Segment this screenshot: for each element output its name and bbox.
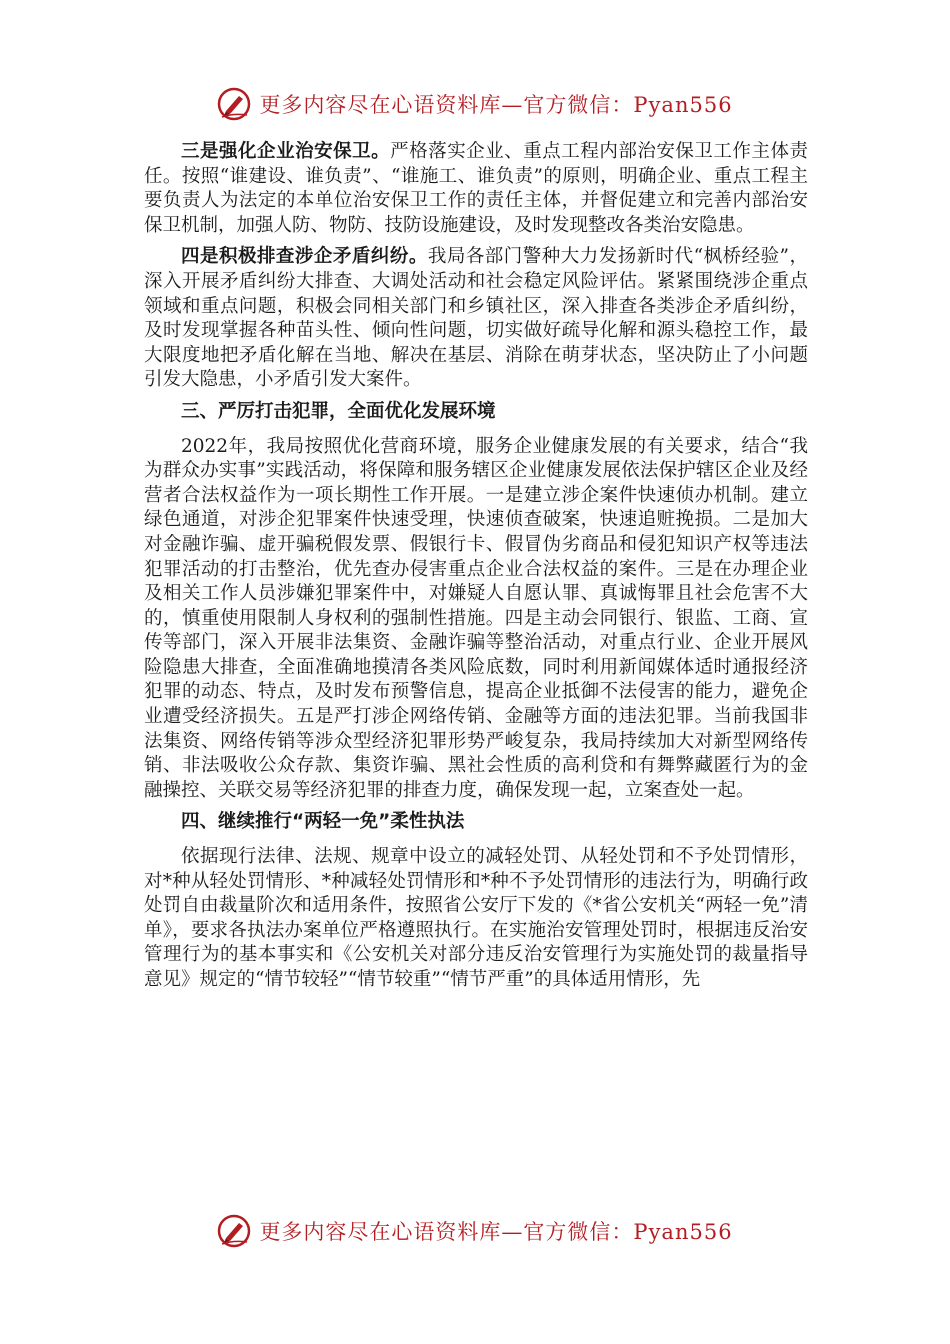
- paragraph-text: 严格落实企业、重点工程内部治安保卫工作主体责任。按照“谁建设、谁负责”、“谁施工、谁负责”的原则，明确企业、重点工程主要负责人为法定的本单位治安保卫工作的责任主体，并督促建立和完善内部治安保卫机制，加强人防、物防、技防设施建设，及时发现整改各类治安隐患。: [144, 141, 808, 236]
- pen-logo-icon: [217, 87, 251, 121]
- paragraph-crime-crackdown: 2022年，我局按照优化营商环境，服务企业健康发展的有关要求，结合“我为群众办实事”实践活动，将保障和服务辖区企业健康发展依法保护辖区企业及经营者合法权益作为一项长期性工作开展。一是建立涉企案件快速侦办机制。建立绿色通道，对涉企犯罪案件快速受理，快速侦查破案，快速追赃挽损。二是加大对金融诈骗、虚开骗税假发票、假银行卡、假冒伪劣商品和侵犯知识产权等违法犯罪活动的打击整治，优先查办侵害重点企业合法权益的案件。三是在办理企业及相关工作人员涉嫌犯罪案件中，对嫌疑人自愿认罪、真诚悔罪且社会危害不大的，慎重使用限制人身权利的强制性措施。四是主动会同银行、银监、工商、宣传等部门，深入开展非法集资、金融诈骗等整治活动，对重点行业、企业开展风险隐患大排查，全面准确地摸清各类风险底数，同时利用新闻媒体适时通报经济犯罪的动态、特点，及时发布预警信息，提高企业抵御不法侵害的能力，避免企业遭受经济损失。五是严打涉企网络传销、金融等方面的违法犯罪。当前我国非法集资、网络传销等涉众型经济犯罪形势严峻复杂，我局持续加大对新型网络传销、非法吸收公众存款、集资诈骗、黑社会性质的高利贷和有舞弊藏匿行为的金融操控、关联交易等经济犯罪的排查力度，确保发现一起，立案查处一起。: [144, 435, 808, 801]
- paragraph-lead: 三是强化企业治安保卫。: [181, 141, 391, 162]
- section-heading-flexible-enforcement: 四、继续推行“两轻一免”柔性执法: [181, 811, 465, 833]
- paragraph-enterprise-security: [144, 140, 808, 238]
- watermark-text: 更多内容尽在心语资料库—官方微信：Pyan556: [259, 93, 733, 117]
- document-body: [144, 140, 808, 1000]
- paragraph-flexible-enforcement: 依据现行法律、法规、规章中设立的减轻处罚、从轻处罚和不予处罚情形，对*种从轻处罚情形、*种减轻处罚情形和*种不予处罚情形的违法行为，明确行政处罚自由裁量阶次和适用条件，按照省公安厅下发的《*省公安机关“两轻一免”清单》，要求各执法办案单位严格遵照执行。在实施治安管理处罚时，根据违反治安管理行为的基本事实和《公安机关对部分违反治安管理行为实施处罚的裁量指导意见》规定的“情节较轻”“情节较重”“情节严重”的具体适用情形，先: [144, 846, 808, 990]
- header-watermark-banner: [0, 84, 950, 124]
- pen-logo-icon: [217, 1214, 251, 1248]
- paragraph-text: 我局各部门警种大力发扬新时代“枫桥经验”，深入开展矛盾纠纷大排查、大调处活动和社会稳定风险评估。紧紧围绕涉企重点领域和重点问题，积极会同相关部门和乡镇社区，深入排查各类涉企矛盾纠纷，及时发现掌握各种苗头性、倾向性问题，切实做好疏导化解和源头稳控工作，最大限度地把矛盾化解在当地、解决在基层、消除在萌芽状态，坚决防止了小问题引发大隐患，小矛盾引发大案件。: [144, 246, 808, 391]
- paragraph-lead: 四是积极排查涉企矛盾纠纷。: [181, 246, 428, 268]
- paragraph-dispute-screening: [144, 245, 808, 393]
- footer-watermark-banner: [0, 1211, 950, 1251]
- watermark-text: 更多内容尽在心语资料库—官方微信：Pyan556: [259, 1220, 733, 1244]
- section-heading-crime: 三、严厉打击犯罪，全面优化发展环境: [181, 400, 496, 422]
